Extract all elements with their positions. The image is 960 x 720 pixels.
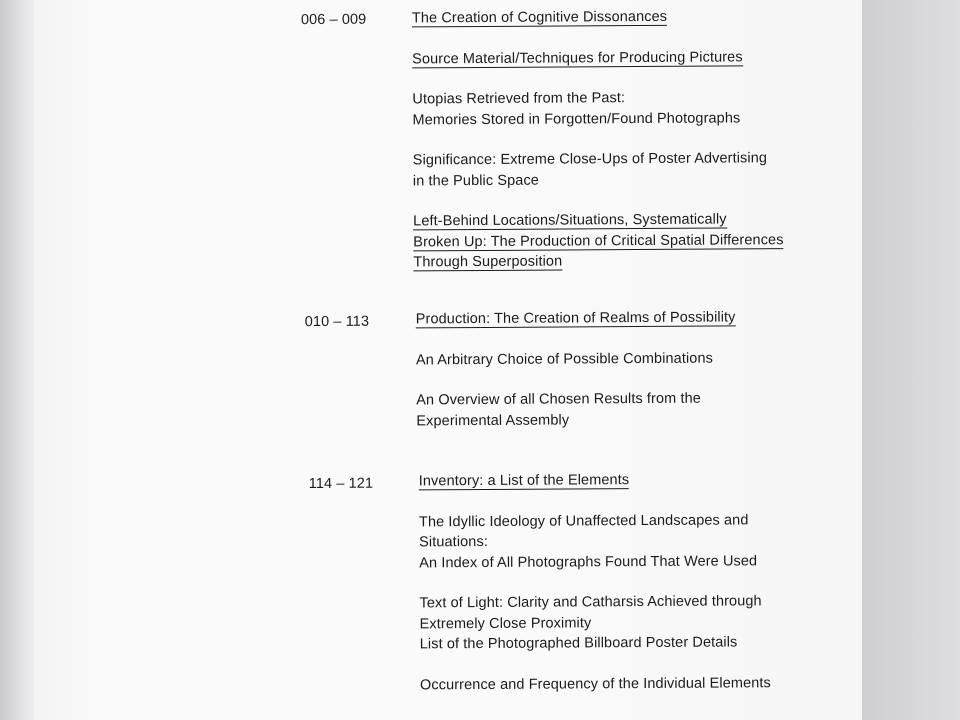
entry-line: Memories Stored in Forgotten/Found Photographs [412,109,741,128]
toc-entry [419,509,839,573]
entry-line: Inventory: a List of the Elements [418,472,630,490]
toc-entry [413,148,833,192]
entry-line: The Idyllic Ideology of Unaffected Landscapes and [418,511,749,530]
toc-entries [419,469,840,716]
entry-line: Source Material/Techniques for Producing Pictures [412,48,743,67]
toc-entry [419,591,839,655]
page-range: 010 – 113 [304,313,370,331]
toc-entries [412,6,834,293]
entry-line: Extremely Close Proximity [419,614,592,632]
entry-line: The Creation of Cognitive Dissonances [411,8,668,27]
entry-line: in the Public Space [412,172,539,189]
toc-entry-link[interactable] [416,307,836,330]
entry-line: An Overview of all Chosen Results from the [416,390,701,409]
entry-line: Left-Behind Locations/Situations, Systematically [413,211,727,230]
entry-line: Situations: [419,533,488,551]
entry-line: List of the Photographed Billboard Poster Details [419,634,738,653]
entry-line: Text of Light: Clarity and Catharsis Achieved through [419,593,762,612]
toc-entry-link[interactable] [413,209,833,273]
entry-line: An Arbitrary Choice of Possible Combinations [415,350,714,368]
entry-line: Occurrence and Frequency of the Individual Elements [419,674,771,693]
toc-entry [412,87,832,131]
entry-line: Experimental Assembly [416,411,570,429]
page-range: 114 – 121 [308,475,374,493]
toc-entry-link[interactable] [412,6,832,29]
toc-entry-link[interactable] [419,469,839,492]
page-range: 006 – 009 [300,11,367,29]
entry-line: Utopias Retrieved from the Past: [412,90,626,108]
toc-entry [416,347,836,370]
entry-line: Broken Up: The Production of Critical Spatial Differences [413,231,784,250]
entry-line: Through Superposition [413,253,563,271]
entry-line: An Index of All Photographs Found That Were Used [419,552,758,571]
toc-entry [420,672,840,695]
toc-entries [416,307,837,452]
entry-line: Significance: Extreme Close-Ups of Poster Advertising [412,150,768,169]
toc-entry-link[interactable] [412,46,832,69]
toc-entry [416,388,836,432]
entry-line: Production: The Creation of Realms of Possibility [415,309,736,328]
